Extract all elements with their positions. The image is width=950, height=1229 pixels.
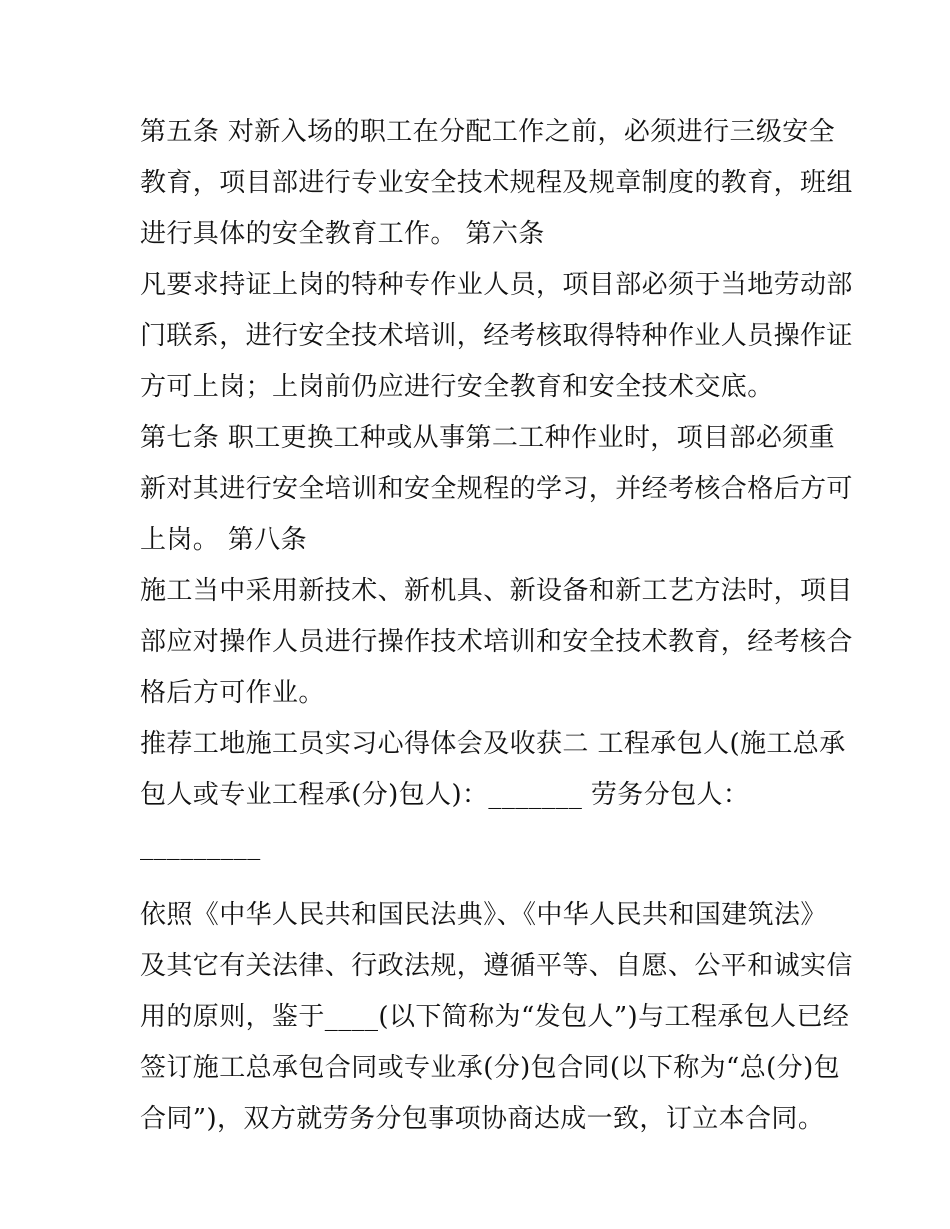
text-line: 门联系，进行安全技术培训，经考核取得特种作业人员操作证 — [140, 321, 853, 351]
text-line: 第五条 对新入场的职工在分配工作之前，必须进行三级安全 — [140, 117, 836, 147]
text-line: 依照《中华人民共和国民法典》、《中华人民共和国建筑法》 — [140, 900, 827, 930]
text-line: 签订施工总承包合同或专业承(分)包合同(以下称为“总(分)包 — [140, 1053, 841, 1083]
text-line: 凡要求持证上岗的特种专作业人员，项目部必须于当地劳动部 — [140, 270, 853, 300]
text-line: 方可上岗；上岗前仍应进行安全教育和安全技术交底。 — [140, 372, 774, 402]
text-line: 合同”)，双方就劳务分包事项协商达成一致，订立本合同。 — [140, 1104, 825, 1134]
text-line: 格后方可作业。 — [140, 678, 325, 708]
text-line: 新对其进行安全培训和安全规程的学习，并经考核合格后方可 — [140, 474, 853, 504]
text-line: 及其它有关法律、行政法规，遵循平等、自愿、公平和诚实信 — [140, 951, 853, 981]
text-line: 部应对操作人员进行操作技术培训和安全技术教育，经考核合 — [140, 627, 853, 657]
text-line: 推荐工地施工员实习心得体会及收获二 工程承包人(施工总承 — [140, 729, 846, 759]
text-line: 第七条 职工更换工种或从事第二工种作业时，项目部必须重 — [140, 423, 836, 453]
text-line: 上岗。 第八条 — [140, 525, 308, 555]
text-line: 教育，项目部进行专业安全技术规程及规章制度的教育，班组 — [140, 168, 853, 198]
document-body — [140, 107, 853, 1145]
text-line: 用的原则，鉴于____(以下简称为“发包人”)与工程承包人已经 — [140, 1002, 850, 1032]
text-line: _________ — [140, 831, 261, 861]
text-line: 包人或专业工程承(分)包人)：_______ 劳务分包人： — [140, 780, 750, 810]
text-line: 进行具体的安全教育工作。 第六条 — [140, 219, 545, 249]
text-line: 施工当中采用新技术、新机具、新设备和新工艺方法时，项目 — [140, 576, 853, 606]
